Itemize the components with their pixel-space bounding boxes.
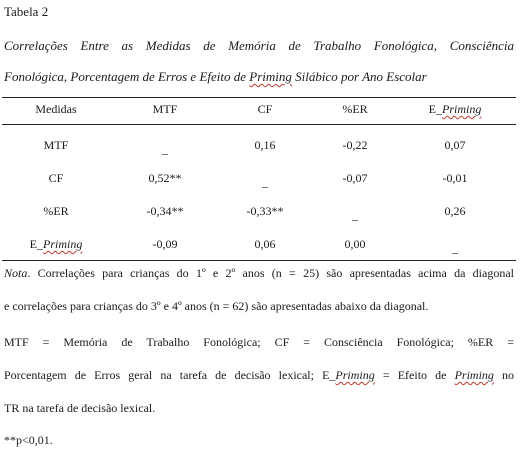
note-priming-word: Priming bbox=[454, 368, 494, 382]
cell-cf bbox=[215, 171, 315, 189]
cell-er: -0,22 bbox=[342, 138, 368, 152]
note-line-5: TR na tarefa de decisão lexical. bbox=[4, 401, 156, 415]
cell-ep: 0,26 bbox=[444, 204, 466, 218]
cell-ep: 0,07 bbox=[444, 138, 466, 152]
table-bottom-rule bbox=[2, 260, 516, 261]
caption-text: Silábico por Ano Escolar bbox=[291, 69, 427, 84]
table-row bbox=[0, 138, 529, 158]
table-label: Tabela 2 bbox=[4, 4, 49, 19]
row-label: %ER bbox=[43, 204, 69, 218]
cell-mtf: 0,52** bbox=[148, 171, 182, 185]
table-top-rule bbox=[2, 97, 516, 98]
cell-cf: -0,33** bbox=[246, 204, 284, 218]
row-label-priming-word: Priming bbox=[43, 237, 83, 251]
table-row bbox=[0, 171, 529, 191]
cell-mtf: -0,34** bbox=[146, 204, 184, 218]
note-label: Nota bbox=[4, 266, 28, 280]
cell-mtf bbox=[115, 138, 215, 156]
note-text: = Efeito de bbox=[374, 368, 455, 382]
table-header-row bbox=[0, 102, 529, 122]
header-ep-prefix: E_ bbox=[428, 102, 442, 116]
note-line-2: e correlações para crianças do 3º e 4º anos (n = 62) são apresentadas abaixo da diagonal. bbox=[4, 299, 429, 313]
note-text: no bbox=[493, 368, 515, 382]
note-text: Porcentagem de Erros geral na tarefa de decisão lexical; E_ bbox=[4, 368, 336, 382]
note-line-3: MTF = Memória de Trabalho Fonológica; CF = Consciência Fonológica; %ER = bbox=[4, 335, 514, 349]
note-text: . Correlações para crianças do 1º e 2º anos (n = 25) são apresentadas acima da diagonal bbox=[27, 266, 514, 280]
row-label-prefix: E_ bbox=[29, 237, 43, 251]
cell-ep bbox=[405, 237, 505, 255]
cell-er: 0,00 bbox=[344, 237, 366, 251]
cell-cf: 0,06 bbox=[254, 237, 276, 251]
header-ep-word: Priming bbox=[442, 102, 482, 116]
caption-priming-word: Priming bbox=[249, 69, 292, 84]
row-label: MTF bbox=[43, 138, 69, 152]
header-er: %ER bbox=[342, 102, 368, 116]
table-row bbox=[0, 237, 529, 257]
header-efeito-priming bbox=[405, 102, 505, 117]
table-header-rule bbox=[2, 124, 516, 125]
cell-mtf: -0,09 bbox=[152, 237, 178, 251]
table-caption-line-2 bbox=[4, 69, 514, 85]
cell-er bbox=[305, 204, 405, 222]
note-significance: **p<0,01. bbox=[4, 433, 53, 447]
cell-ep: -0,01 bbox=[442, 171, 468, 185]
cell-er: -0,07 bbox=[342, 171, 368, 185]
note-priming-word: Priming bbox=[335, 368, 375, 382]
header-medidas: Medidas bbox=[35, 102, 77, 116]
diagonal-dash: _ bbox=[262, 175, 268, 189]
table-caption-line-1: Correlações Entre as Medidas de Memória de Trabalho Fonológica, Consciência bbox=[4, 38, 514, 53]
header-cf: CF bbox=[257, 102, 273, 116]
row-label: CF bbox=[48, 171, 64, 185]
caption-text: Fonológica, Porcentagem de Erros e Efeito de bbox=[4, 69, 250, 84]
row-label bbox=[10, 237, 102, 252]
note-line-4 bbox=[4, 368, 514, 383]
note-line-1 bbox=[4, 266, 514, 281]
cell-cf: 0,16 bbox=[254, 138, 276, 152]
diagonal-dash: _ bbox=[452, 241, 458, 255]
diagonal-dash: _ bbox=[352, 208, 358, 222]
diagonal-dash: _ bbox=[162, 142, 168, 156]
table-row bbox=[0, 204, 529, 224]
header-mtf: MTF bbox=[152, 102, 178, 116]
